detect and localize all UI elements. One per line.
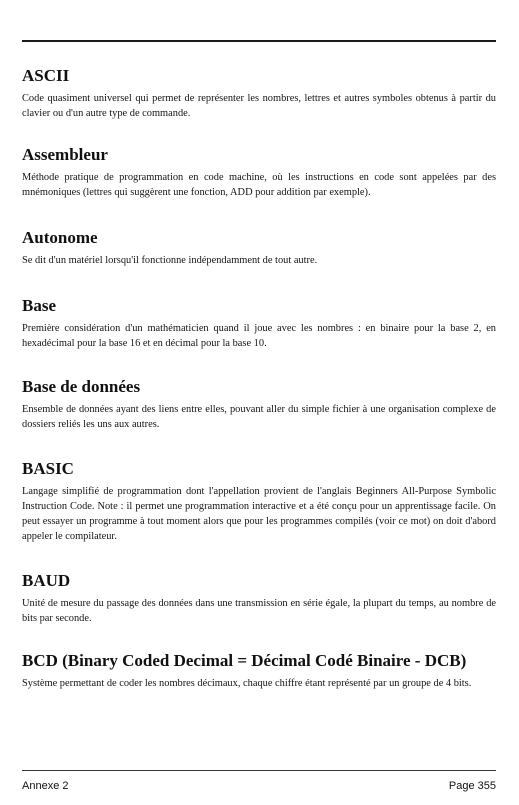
entry-definition: Méthode pratique de programmation en code machine, où les instructions en code sont appelées par des mnémoniques (lettres qui suggèrent une fonction, ADD pour addition par exemple). [22,172,496,198]
footer-page-number: Page 355 [448,780,496,792]
entry-term: Assembleur [22,145,108,164]
entry-definition: Unité de mesure du passage des données dans une transmission en série égale, la plupart du temps, au nombre de bits par seconde. [22,598,496,624]
footer-rule [22,770,496,771]
footer-annex-label: Annexe 2 [22,780,69,792]
entry-term: BASIC [22,459,74,478]
entry-term: ASCII [22,66,70,85]
glossary-entry-bcd [22,651,496,691]
glossary-entry-basic [22,459,496,544]
glossary-entry-ascii [22,66,496,121]
entry-term: BCD (Binary Coded Decimal = Décimal Codé Binaire - DCB) [22,651,467,670]
entry-definition: Code quasiment universel qui permet de représenter les nombres, lettres et autres symboles obtenus à partir du clavier ou d'un autre type de commande. [22,93,496,119]
entry-term: Base [22,296,56,315]
top-rule [22,40,496,42]
entry-definition: Première considération d'un mathématicien quand il joue avec les nombres : en binaire pour la base 2, en hexadécimal pour la base 16 et en décimal pour la base 10. [22,323,496,349]
entry-definition: Langage simplifié de programmation dont l'appellation provient de l'anglais Beginners All-Purpose Symbolic Instruction Code. Note : il permet une programmation interactive et a été conçu pour un apprentissage facile. On peut essayer un programme à tout moment alors que pour les programmes compilés (voir ce mot) on doit d'abord appeler le compilateur. [22,486,496,542]
glossary-entry-base [22,296,496,351]
entry-definition: Ensemble de données ayant des liens entre elles, pouvant aller du simple fichier à une organisation complexe de dossiers reliés les uns aux autres. [22,404,496,430]
entry-term: Autonome [22,228,98,247]
entry-definition: Système permettant de coder les nombres décimaux, chaque chiffre étant représenté par un groupe de 4 bits. [22,678,472,689]
entry-definition: Se dit d'un matériel lorsqu'il fonctionne indépendamment de tout autre. [22,255,318,266]
glossary-entry-base-de-donnees [22,377,496,432]
glossary-entry-assembleur [22,145,496,200]
glossary-entry-autonome [22,228,496,268]
entry-term: Base de données [22,377,141,396]
glossary-entry-baud [22,571,496,626]
entry-term: BAUD [22,571,71,590]
